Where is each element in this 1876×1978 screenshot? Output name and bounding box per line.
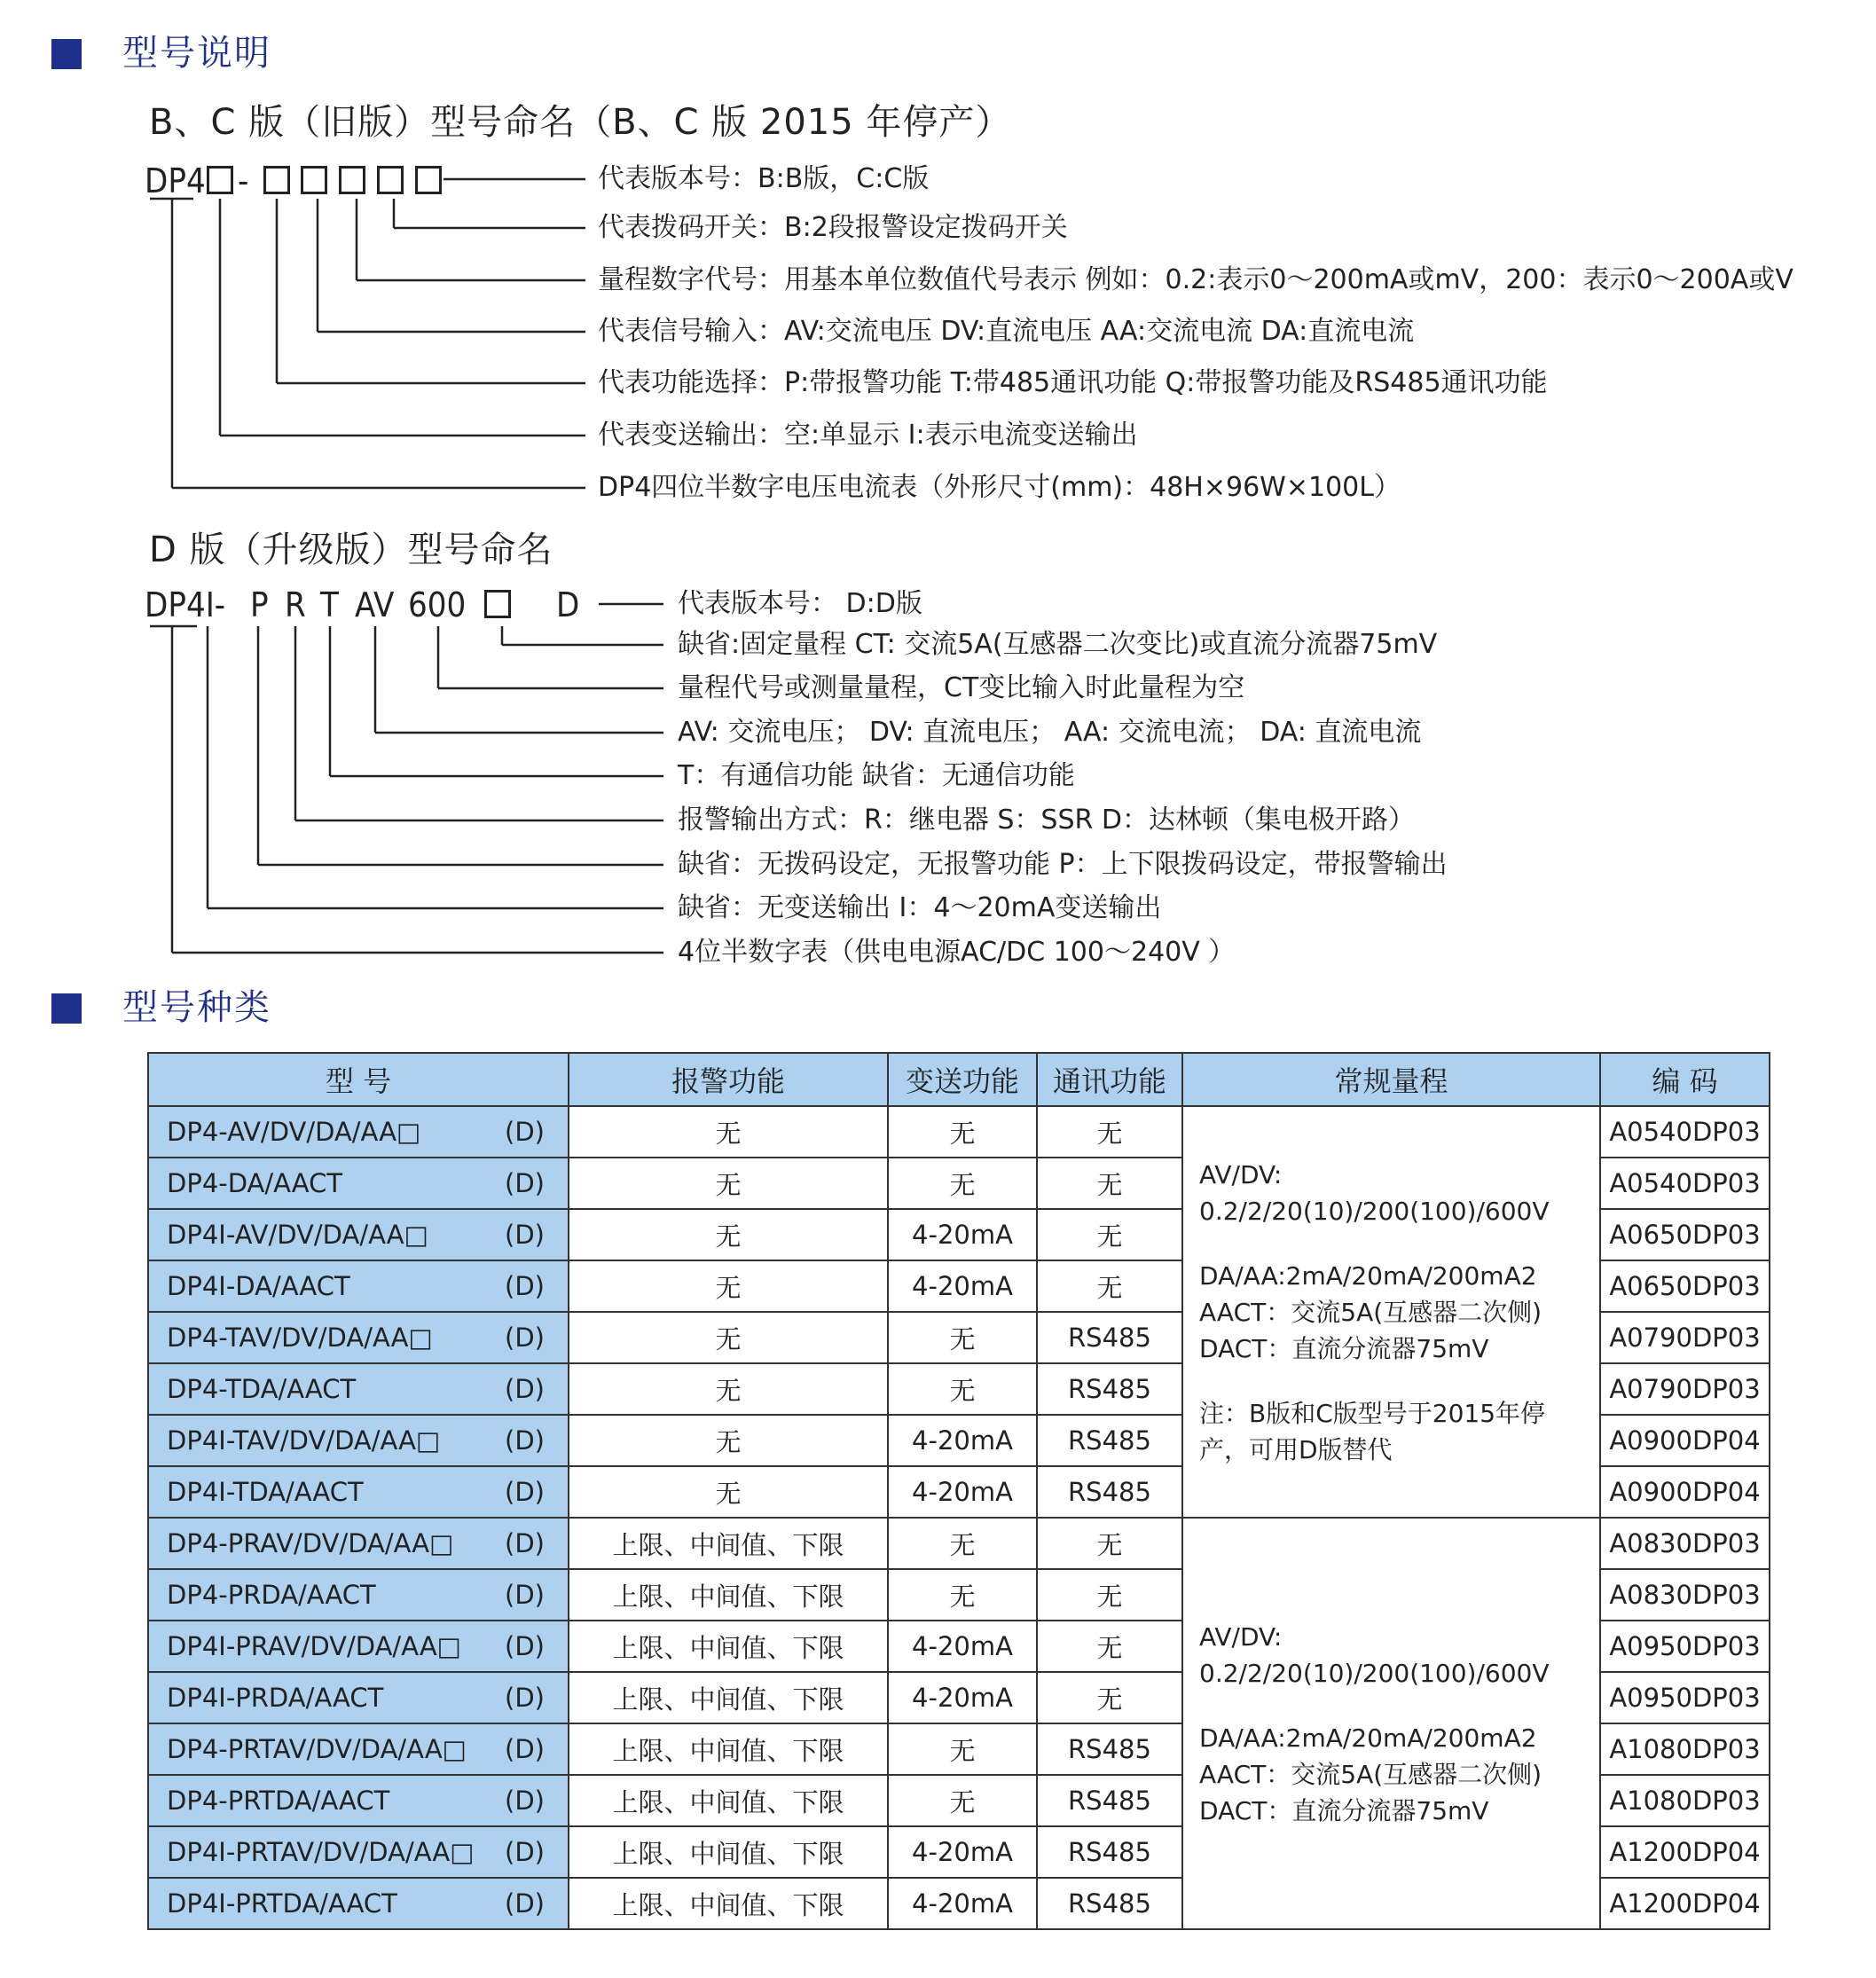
model-version: (D): [505, 1528, 545, 1558]
alarm-cell: 无: [569, 1312, 888, 1363]
range-cell-group-2: [1182, 1518, 1600, 1929]
range1-avdv-values: 0.2/2/20(10)/200(100)/600V: [1199, 1196, 1550, 1226]
comm-cell: 无: [1037, 1569, 1182, 1621]
code-cell: A0650DP03: [1600, 1209, 1770, 1260]
model-name: DP4I-TDA/AACT: [167, 1477, 364, 1507]
bc-code-box-switch: [377, 166, 404, 194]
transmit-cell: 无: [888, 1723, 1037, 1775]
d-desc-range: 量程代号或测量量程，CT变比输入时此量程为空: [678, 672, 1245, 703]
model-version: (D): [505, 1580, 545, 1610]
range1-note-line1: 注：B版和C版型号于2015年停: [1199, 1398, 1546, 1428]
model-cell: [148, 1363, 569, 1415]
transmit-cell: 4-20mA: [888, 1415, 1037, 1466]
code-cell: A0540DP03: [1600, 1106, 1770, 1158]
code-cell: A0900DP04: [1600, 1466, 1770, 1518]
model-cell: [148, 1260, 569, 1312]
model-name: DP4I-TAV/DV/DA/AA□: [167, 1425, 441, 1456]
d-code-t: T: [320, 585, 339, 624]
comm-cell: RS485: [1037, 1775, 1182, 1826]
model-cell: [148, 1826, 569, 1878]
model-name: DP4I-PRTDA/AACT: [167, 1888, 397, 1919]
transmit-cell: 4-20mA: [888, 1466, 1037, 1518]
code-cell: A0790DP03: [1600, 1363, 1770, 1415]
bc-desc-transmit: 代表变送输出：空:单显示 I:表示电流变送输出: [598, 420, 1138, 451]
model-name: DP4-AV/DV/DA/AA□: [167, 1117, 421, 1147]
d-subtitle: D 版（升级版）型号命名: [149, 530, 553, 570]
alarm-cell: 无: [569, 1363, 888, 1415]
code-cell: A1080DP03: [1600, 1723, 1770, 1775]
range2-avdv-values: 0.2/2/20(10)/200(100)/600V: [1199, 1658, 1550, 1688]
transmit-cell: 4-20mA: [888, 1209, 1037, 1260]
d-desc-alarm-output: 报警输出方式：R：继电器 S：SSR D：达林顿（集电极开路）: [678, 805, 1415, 836]
transmit-cell: 4-20mA: [888, 1826, 1037, 1878]
d-code-box-ct: [484, 590, 511, 618]
alarm-cell: 上限、中间值、下限: [569, 1723, 888, 1775]
model-version: (D): [505, 1271, 545, 1301]
alarm-cell: 上限、中间值、下限: [569, 1775, 888, 1826]
model-name: DP4I-PRTAV/DV/DA/AA□: [167, 1837, 475, 1867]
bc-code-box-range: [339, 166, 365, 194]
bc-desc-switch: 代表拨码开关：B:2段报警设定拨码开关: [598, 212, 1068, 243]
model-cell: [148, 1415, 569, 1466]
model-version: (D): [505, 1786, 545, 1816]
model-name: DP4I-PRDA/AACT: [167, 1683, 384, 1713]
d-code-r: R: [285, 585, 306, 624]
header-code: 编 码: [1600, 1053, 1770, 1106]
model-version: (D): [505, 1374, 545, 1404]
d-code-base: DP4I-: [145, 585, 226, 624]
header-model: 型 号: [148, 1053, 569, 1106]
comm-cell: RS485: [1037, 1878, 1182, 1929]
transmit-cell: 无: [888, 1569, 1037, 1621]
model-name: DP4-TAV/DV/DA/AA□: [167, 1323, 433, 1353]
comm-cell: RS485: [1037, 1466, 1182, 1518]
range1-aact: AACT：交流5A(互感器二次侧): [1199, 1297, 1542, 1327]
comm-cell: 无: [1037, 1209, 1182, 1260]
comm-cell: RS485: [1037, 1363, 1182, 1415]
model-table: [147, 1052, 1770, 1930]
model-name: DP4-TDA/AACT: [167, 1374, 357, 1404]
model-version: (D): [505, 1683, 545, 1713]
comm-cell: RS485: [1037, 1723, 1182, 1775]
table-header-row: [148, 1053, 1770, 1106]
comm-cell: 无: [1037, 1518, 1182, 1569]
transmit-cell: 4-20mA: [888, 1878, 1037, 1929]
transmit-cell: 4-20mA: [888, 1621, 1037, 1672]
bc-code-prefix: DP4: [145, 161, 206, 200]
bc-subtitle: B、C 版（旧版）型号命名（B、C 版 2015 年停产）: [149, 102, 1012, 143]
alarm-cell: 无: [569, 1466, 888, 1518]
header-comm: 通讯功能: [1037, 1053, 1182, 1106]
model-cell: [148, 1466, 569, 1518]
table-row: [148, 1518, 1770, 1569]
code-cell: A0650DP03: [1600, 1260, 1770, 1312]
model-version: (D): [505, 1477, 545, 1507]
model-cell: [148, 1569, 569, 1621]
model-cell: [148, 1878, 569, 1929]
d-code-600: 600: [408, 585, 467, 624]
code-cell: A0830DP03: [1600, 1569, 1770, 1621]
alarm-cell: 无: [569, 1158, 888, 1209]
model-name: DP4I-AV/DV/DA/AA□: [167, 1220, 428, 1250]
model-version: (D): [505, 1837, 545, 1867]
model-version: (D): [505, 1117, 545, 1147]
code-cell: A0950DP03: [1600, 1672, 1770, 1723]
model-version: (D): [505, 1888, 545, 1919]
bc-code-box-transmit: [207, 166, 233, 194]
model-cell: [148, 1209, 569, 1260]
range1-dact: DACT：直流分流器75mV: [1199, 1333, 1489, 1363]
transmit-cell: 无: [888, 1363, 1037, 1415]
range1-da-aa: DA/AA:2mA/20mA/200mA2: [1199, 1260, 1537, 1291]
code-cell: A1200DP04: [1600, 1878, 1770, 1929]
range2-dact: DACT：直流分流器75mV: [1199, 1795, 1489, 1825]
range2-da-aa: DA/AA:2mA/20mA/200mA2: [1199, 1723, 1537, 1753]
model-cell: [148, 1312, 569, 1363]
alarm-cell: 无: [569, 1415, 888, 1466]
bc-desc-signal: 代表信号输入：AV:交流电压 DV:直流电压 AA:交流电流 DA:直流电流: [598, 316, 1415, 347]
range1-avdv-label: AV/DV:: [1199, 1159, 1283, 1189]
code-cell: A0790DP03: [1600, 1312, 1770, 1363]
model-cell: [148, 1621, 569, 1672]
transmit-cell: 无: [888, 1518, 1037, 1569]
section-title-model-types: 型号种类: [122, 987, 271, 1028]
model-version: (D): [505, 1168, 545, 1198]
code-cell: A0950DP03: [1600, 1621, 1770, 1672]
code-cell: A0830DP03: [1600, 1518, 1770, 1569]
code-cell: A0900DP04: [1600, 1415, 1770, 1466]
model-cell: [148, 1672, 569, 1723]
alarm-cell: 无: [569, 1260, 888, 1312]
transmit-cell: 4-20mA: [888, 1260, 1037, 1312]
d-desc-ct: 缺省:固定量程 CT: 交流5A(互感器二次变比)或直流分流器75mV: [678, 629, 1438, 660]
comm-cell: 无: [1037, 1621, 1182, 1672]
d-desc-version: 代表版本号： D:D版: [678, 588, 922, 619]
code-cell: A1200DP04: [1600, 1826, 1770, 1878]
alarm-cell: 上限、中间值、下限: [569, 1569, 888, 1621]
comm-cell: RS485: [1037, 1826, 1182, 1878]
table-row: [148, 1106, 1770, 1158]
section-bullet-square: [51, 993, 82, 1024]
bc-code-dash: -: [238, 161, 249, 200]
model-version: (D): [505, 1323, 545, 1353]
d-code-av: AV: [355, 585, 395, 624]
comm-cell: 无: [1037, 1672, 1182, 1723]
d-desc-base: 4位半数字表（供电电源AC/DC 100～240V ）: [678, 937, 1236, 968]
model-version: (D): [505, 1220, 545, 1250]
comm-cell: RS485: [1037, 1415, 1182, 1466]
header-transmit: 变送功能: [888, 1053, 1037, 1106]
range2-aact: AACT：交流5A(互感器二次侧): [1199, 1759, 1542, 1789]
comm-cell: 无: [1037, 1260, 1182, 1312]
alarm-cell: 上限、中间值、下限: [569, 1518, 888, 1569]
transmit-cell: 无: [888, 1775, 1037, 1826]
model-name: DP4-DA/AACT: [167, 1168, 343, 1198]
alarm-cell: 无: [569, 1209, 888, 1260]
transmit-cell: 无: [888, 1106, 1037, 1158]
header-alarm: 报警功能: [569, 1053, 888, 1106]
alarm-cell: 上限、中间值、下限: [569, 1672, 888, 1723]
bc-desc-function: 代表功能选择：P:带报警功能 T:带485通讯功能 Q:带报警功能及RS485通讯功能: [598, 367, 1548, 398]
model-version: (D): [505, 1734, 545, 1764]
model-cell: [148, 1106, 569, 1158]
alarm-cell: 上限、中间值、下限: [569, 1878, 888, 1929]
bc-code-box-version: [415, 166, 442, 194]
model-cell: [148, 1158, 569, 1209]
section-title-model-desc: 型号说明: [122, 33, 271, 74]
d-code-p: P: [250, 585, 269, 624]
range-cell-group-1: [1182, 1106, 1600, 1518]
transmit-cell: 无: [888, 1312, 1037, 1363]
transmit-cell: 4-20mA: [888, 1672, 1037, 1723]
comm-cell: RS485: [1037, 1312, 1182, 1363]
model-name: DP4-PRTAV/DV/DA/AA□: [167, 1734, 467, 1764]
d-desc-transmit: 缺省：无变送输出 I：4～20mA变送输出: [678, 892, 1162, 923]
model-name: DP4I-DA/AACT: [167, 1271, 350, 1301]
code-cell: A1080DP03: [1600, 1775, 1770, 1826]
model-version: (D): [505, 1631, 545, 1661]
model-cell: [148, 1518, 569, 1569]
bc-desc-base: DP4四位半数字电压电流表（外形尺寸(mm)：48H×96W×100L）: [598, 472, 1401, 503]
d-desc-alarm-setting: 缺省：无拨码设定，无报警功能 P：上下限拨码设定，带报警输出: [678, 849, 1448, 880]
alarm-cell: 上限、中间值、下限: [569, 1621, 888, 1672]
model-cell: [148, 1723, 569, 1775]
model-version: (D): [505, 1425, 545, 1456]
model-name: DP4-PRDA/AACT: [167, 1580, 376, 1610]
model-name: DP4-PRTDA/AACT: [167, 1786, 390, 1816]
model-name: DP4I-PRAV/DV/DA/AA□: [167, 1631, 462, 1661]
transmit-cell: 无: [888, 1158, 1037, 1209]
comm-cell: 无: [1037, 1158, 1182, 1209]
bc-desc-version: 代表版本号：B:B版，C:C版: [598, 163, 930, 194]
header-range: 常规量程: [1182, 1053, 1600, 1106]
alarm-cell: 无: [569, 1106, 888, 1158]
d-desc-comm: T：有通信功能 缺省：无通信功能: [678, 760, 1075, 791]
comm-cell: 无: [1037, 1106, 1182, 1158]
bc-code-box-function: [263, 166, 290, 194]
model-cell: [148, 1775, 569, 1826]
range2-avdv-label: AV/DV:: [1199, 1621, 1283, 1652]
d-code-version: D: [556, 585, 580, 624]
bc-code-box-signal: [301, 166, 327, 194]
d-desc-signal: AV: 交流电压； DV: 直流电压； AA: 交流电流； DA: 直流电流: [678, 717, 1422, 748]
model-name: DP4-PRAV/DV/DA/AA□: [167, 1528, 454, 1558]
alarm-cell: 上限、中间值、下限: [569, 1826, 888, 1878]
code-cell: A0540DP03: [1600, 1158, 1770, 1209]
bc-desc-range: 量程数字代号：用基本单位数值代号表示 例如：0.2:表示0～200mA或mV，200：表示0～200A或V: [598, 264, 1794, 295]
range1-note-line2: 产，可用D版替代: [1199, 1434, 1393, 1464]
